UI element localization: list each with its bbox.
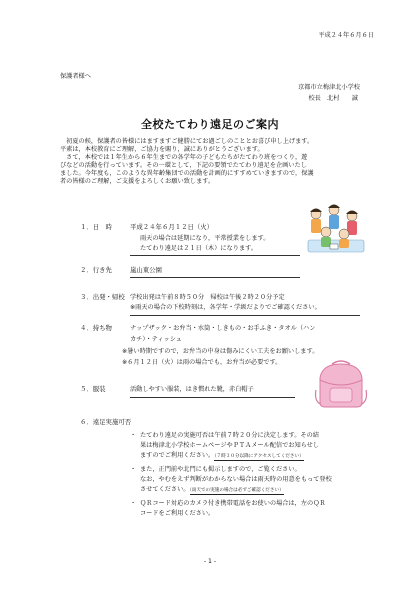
section-departure-line: ※雨天の場合の下校時刻は，各学年・学級だよりでご確認ください。 (130, 304, 321, 311)
bullet-dot: ・ (130, 432, 137, 439)
decision-line: また，正門前や北門にも掲示しますので，ご覧ください。 (140, 466, 301, 473)
child-figure (310, 209, 322, 234)
section-date-note: たてわり遠足は２１日（木）になります。 (140, 245, 258, 252)
bullet-dot: ・ (130, 500, 137, 507)
section-belongings-note: ※６月１２日（火）は雨の場合でも，お弁当が必要です。 (122, 359, 282, 366)
bullet-dot: ・ (130, 466, 137, 473)
section-destination-label: ２．行き先 (80, 266, 112, 274)
child-figure (328, 205, 340, 230)
intro-line: ました。今年度も，このような異年齢集団での活動を計画的にすすめていきますので，保護 (60, 170, 314, 177)
page-title: 全校たてわり遠足のご案内 (141, 118, 279, 131)
child-figure (339, 229, 349, 248)
section-clothing-value: 活動しやすい服装，はき慣れた靴，赤白帽子 (130, 386, 254, 393)
divider (130, 315, 360, 316)
issue-date: 平成２４年６月６日 (318, 32, 374, 39)
section-belongings-note: ※暑い時期ですので，お弁当の中身は傷みにくい工夫をお願いします。 (122, 348, 319, 355)
decision-line: ますのでご利用ください。 (140, 452, 215, 459)
section-date-label: １．日 時 (80, 223, 112, 231)
page-number: - 1 - (203, 558, 217, 565)
divider (130, 277, 300, 278)
section-decision-label: ６．遠足実施可否 (80, 418, 132, 426)
section-clothing-label: ５．服装 (80, 385, 106, 393)
section-departure-line: 学校出発は午前８時５０分 帰校は午後２時２０分予定 (130, 294, 285, 301)
divider (130, 397, 295, 398)
decision-line: たてわり遠足の実施可否は午前７時２０分に決定します。その結 (140, 432, 319, 439)
decision-small-note: （７時３０分以降にアクセスしてください） (214, 454, 304, 459)
backpack-illustration (312, 360, 370, 410)
intro-line: 初夏の候，保護者の皆様にはますますご健勝にてお過ごしのこととお喜び申し上げます。 (60, 138, 314, 145)
section-date-value: 平成２４年６月１２日（火） (130, 223, 214, 231)
intro-line: 平素は，本校教育にご理解，ご協力を賜り，誠にありがとうございます。 (60, 146, 264, 153)
school-name: 京都市立梅津北小学校 (298, 84, 360, 91)
decision-small-note: （雨天での実施の場合は必ずご確認ください） (189, 488, 284, 493)
divider (130, 255, 300, 256)
child-figure (321, 227, 331, 247)
section-belongings-line: ナップザック・お弁当・水筒・しきもの・お手ふき・タオル（ハン (130, 325, 316, 332)
addressee: 保護者様へ (60, 73, 91, 80)
children-picnic-illustration (300, 200, 370, 256)
section-destination-value: 嵐山東公園 (130, 266, 162, 274)
section-departure-label: ３．出発・帰校 (80, 293, 125, 301)
decision-line: させてください。 (140, 486, 190, 493)
intro-line: 者の皆様のご理解，ご支援をよろしくお願い致します。 (60, 178, 215, 185)
decision-line: 果は梅津北小学校ホームページやＰＴＡメール配信でお知らせし (140, 442, 320, 449)
principal-name: 校長 北村 誠 (308, 95, 358, 102)
decision-line: コードをご利用ください。 (140, 510, 215, 517)
section-date-note: 雨天の場合は延期になり，平常授業をします。 (140, 235, 270, 242)
intro-line: びなどの活動を行っています。その一環として，下記の要領でたてわり遠足を企画いたし (60, 162, 307, 169)
section-belongings-label: ４．持ち物 (80, 324, 112, 332)
decision-line: なお，やむをえず判断がわからない場合は雨天時の用意をもって登校 (140, 476, 332, 483)
intro-line: さて，本校では１年生から６年生までの各学年の子どもたちがたてわり班をつくり，遊 (60, 154, 308, 161)
decision-line: ＱＲコード対応のカメラ付き携帯電話をお使いの場合は，左のＱＲ (140, 500, 326, 507)
intro-paragraph (60, 138, 375, 186)
section-belongings-line: カチ）・ティッシュ (130, 336, 182, 343)
